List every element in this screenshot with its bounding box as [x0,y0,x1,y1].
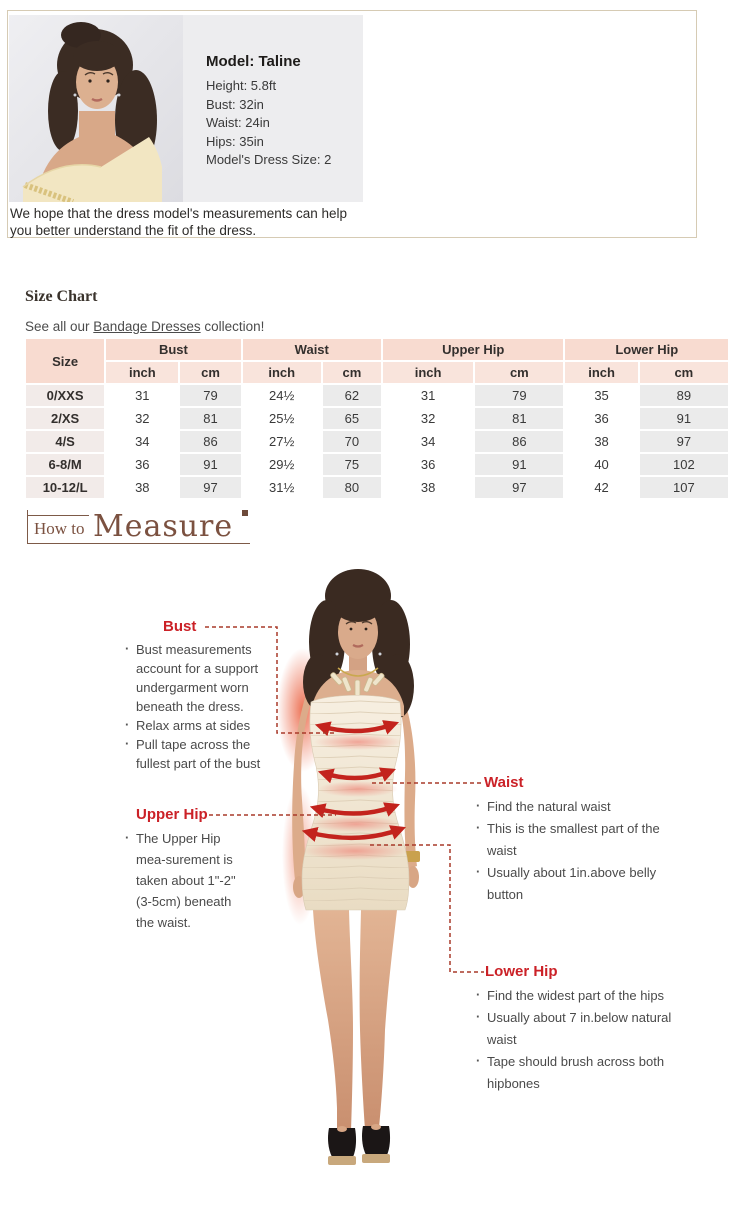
table-row [26,408,728,429]
caption-line-2: you better understand the fit of the dress. [10,223,257,238]
cell: 32 [106,408,178,429]
unit-header: cm [640,362,728,383]
how-to-measure-diagram [0,560,755,1206]
heading-measure: Measure [92,509,234,544]
cell: 34 [383,431,473,452]
model-measurements-panel [183,15,363,202]
unit-header: cm [323,362,381,383]
cell: 97 [475,477,563,498]
heading-colon-decoration [242,510,248,516]
model-headshot-photo [9,15,183,202]
upper-hip-tip: · The Upper Hip mea-surement is taken about 1"-2" (3-5cm) beneath the waist. [125,828,253,933]
upper-hip-label: Upper Hip [136,806,208,823]
cell: 38 [565,431,637,452]
cell: 32 [383,408,473,429]
right-leg [360,910,397,1130]
cell: 31½ [243,477,321,498]
cell: 70 [323,431,381,452]
lower-hip-group-header: Lower Hip [565,339,728,360]
upper-hip-tips-list [125,828,253,933]
row-size-label: 0/XXS [26,385,104,406]
cell: 24½ [243,385,321,406]
how-to-measure-heading [27,510,250,544]
cell: 86 [180,431,240,452]
cell: 97 [640,431,728,452]
cell: 38 [383,477,473,498]
unit-header: cm [475,362,563,383]
cell: 29½ [243,454,321,475]
upper-hip-group-header: Upper Hip [383,339,564,360]
cell: 34 [106,431,178,452]
bust-tip: · Bust measurements account for a support undergarment worn beneath the dress. [125,640,267,716]
unit-header: inch [106,362,178,383]
model-spec-dress-size: Model's Dress Size: 2 [206,152,332,167]
unit-header: cm [180,362,240,383]
waist-group-header: Waist [243,339,381,360]
waist-tip: · Find the natural waist [476,796,668,818]
table-row [26,454,728,475]
cell: 81 [475,408,563,429]
unit-header: inch [383,362,473,383]
collection-prefix: See all our [25,319,94,334]
collection-suffix: collection! [200,319,265,334]
table-row [26,431,728,452]
unit-header: inch [565,362,637,383]
bust-group-header: Bust [106,339,240,360]
lower-hip-tip: · Tape should brush across both hipbones [476,1051,672,1095]
table-row [26,477,728,498]
cell: 35 [565,385,637,406]
cell: 91 [640,408,728,429]
cell: 38 [106,477,178,498]
black-platform-heels [328,1124,390,1165]
left-leg [313,910,353,1132]
cell: 79 [475,385,563,406]
cell: 102 [640,454,728,475]
model-spec-hips: Hips: 35in [206,133,264,149]
bust-tip: · Pull tape across the fullest part of the bust [125,735,267,773]
lower-hip-label: Lower Hip [485,963,558,980]
model-name: Model: Taline [206,53,301,70]
bust-tips-list [125,640,267,773]
waist-label: Waist [484,774,524,791]
row-size-label: 6-8/M [26,454,104,475]
model-card-caption [10,205,347,239]
bandage-dresses-link[interactable]: Bandage Dresses [93,319,201,334]
cell: 25½ [243,408,321,429]
waist-tip: · Usually about 1in.above belly button [476,862,668,906]
cell: 80 [323,477,381,498]
model-info-card [7,10,697,238]
cell: 42 [565,477,637,498]
cell: 27½ [243,431,321,452]
table-row [26,385,728,406]
cell: 36 [106,454,178,475]
row-size-label: 4/S [26,431,104,452]
row-size-label: 10-12/L [26,477,104,498]
cell: 79 [180,385,240,406]
cell: 40 [565,454,637,475]
size-column-header: Size [26,339,104,383]
waist-tip: · This is the smallest part of the waist [476,818,668,862]
size-chart-heading: Size Chart [25,288,98,305]
model-spec-waist: Waist: 24in [206,115,270,130]
row-size-label: 2/XS [26,408,104,429]
waist-tips-list [476,796,668,906]
collection-line [25,319,264,334]
caption-line-1: We hope that the dress model's measurements can help [10,206,348,221]
cell: 107 [640,477,728,498]
lower-hip-tip: · Usually about 7 in.below natural waist [476,1007,672,1051]
lower-hip-tips-list [476,985,672,1095]
cell: 89 [640,385,728,406]
model-spec-bust: Bust: 32in [206,96,264,112]
cell: 86 [475,431,563,452]
cell: 75 [323,454,381,475]
cell: 65 [323,408,381,429]
cell: 97 [180,477,240,498]
cell: 31 [383,385,473,406]
cell: 91 [180,454,240,475]
cell: 81 [180,408,240,429]
cell: 62 [323,385,381,406]
unit-header: inch [243,362,321,383]
model-specs-list [206,77,331,170]
heading-how-to: How to [28,515,89,539]
cell: 31 [106,385,178,406]
cell: 91 [475,454,563,475]
bandage-dress [302,695,409,910]
lower-hip-tip: · Find the widest part of the hips [476,985,672,1007]
bust-tip: · Relax arms at sides [125,716,267,735]
model-spec-height: Height: 5.8ft [206,78,277,93]
cell: 36 [565,408,637,429]
cell: 36 [383,454,473,475]
size-chart-table [24,337,730,500]
bust-label: Bust [163,618,197,635]
